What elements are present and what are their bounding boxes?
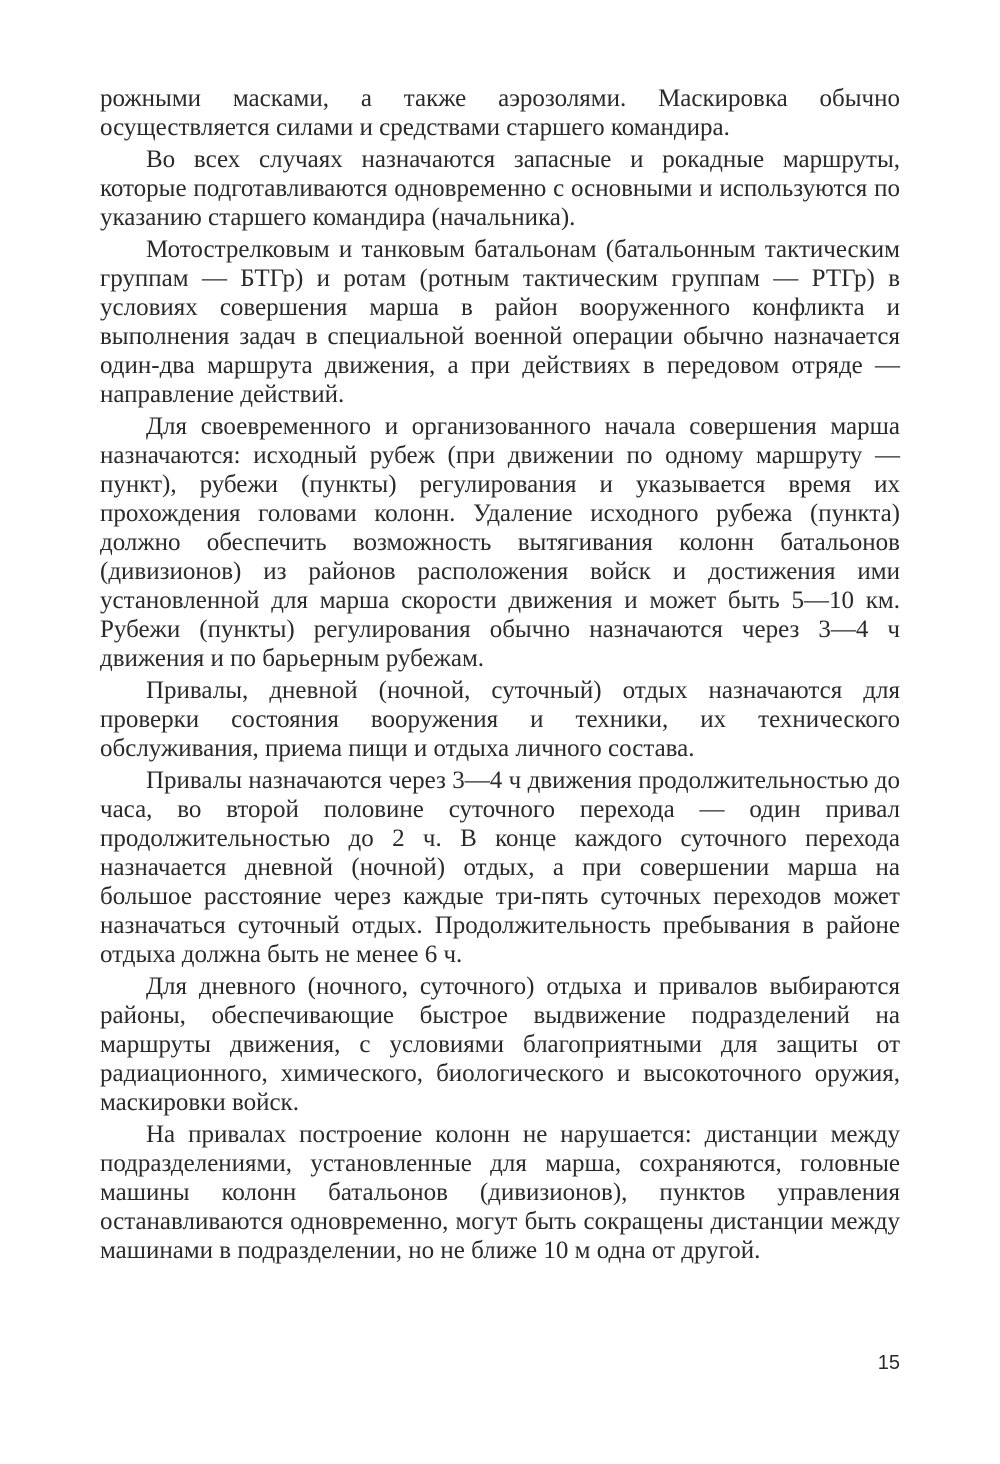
paragraph-rest-areas: Для дневного (ночного, суточного) отдыха и привалов выбираются районы, обеспечивающие быстрое выдвижение подразделений на маршруты движения, с условиями благоприятными для защиты от радиационного, химического, биологического и высокоточного оружия, маскировки войск. bbox=[100, 973, 900, 1116]
page-body bbox=[100, 84, 900, 1268]
page-number: 15 bbox=[877, 1352, 900, 1374]
paragraph-battalion-routes: Мотострелковым и танковым батальонам (батальонным тактическим группам — БТГр) и ротам (ротным тактическим группам — РТГр) в условиях совершения марша в район вооруженного конфликта и выполнения задач в специальной военной операции обычно назначается один-два маршрута движения, а при действиях в передовом отряде — направление действий. bbox=[100, 236, 900, 408]
paragraph-halts-timing: Привалы назначаются через 3—4 ч движения продолжительностью до часа, во второй половине суточного перехода — один привал продолжительностью до 2 ч. В конце каждого суточного перехода назначается дневной (ночной) отдых, а при совершении марша на большое расстояние через каждые три-пять суточных переходов может назначаться суточный отдых. Продолжительность пребывания в районе отдыха должна быть не менее 6 ч. bbox=[100, 767, 900, 968]
paragraph-reserve-routes: Во всех случаях назначаются запасные и рокадные маршруты, которые подготавливаются одновременно с основными и используются по указанию старшего командира (начальника). bbox=[100, 146, 900, 231]
paragraph-start-line: Для своевременного и организованного начала совершения марша назначаются: исходный рубеж (при движении по одному маршруту — пункт), рубежи (пункты) регулирования и указывается время их прохождения головами колонн. Удаление исходного рубежа (пункта) должно обеспечить возможность вытягивания колонн батальонов (дивизионов) из районов расположения войск и достижения ими установленной для марша скорости движения и может быть 5—10 км. Рубежи (пункты) регулирования обычно назначаются через 3—4 ч движения и по барьерным рубежам. bbox=[100, 413, 900, 672]
paragraph-halts-purpose: Привалы, дневной (ночной, суточный) отдых назначаются для проверки состояния вооружения и техники, их технического обслуживания, приема пищи и отдыха личного состава. bbox=[100, 677, 900, 762]
paragraph-continued: рожными масками, а также аэрозолями. Маскировка обычно осуществляется силами и средствами старшего командира. bbox=[100, 85, 900, 141]
paragraph-column-order: На привалах построение колонн не нарушается: дистанции между подразделениями, установленные для марша, сохраняются, головные машины колонн батальонов (дивизионов), пунктов управления останавливаются одновременно, могут быть сокращены дистанции между машинами в подразделении, но не ближе 10 м одна от другой. bbox=[100, 1121, 900, 1264]
